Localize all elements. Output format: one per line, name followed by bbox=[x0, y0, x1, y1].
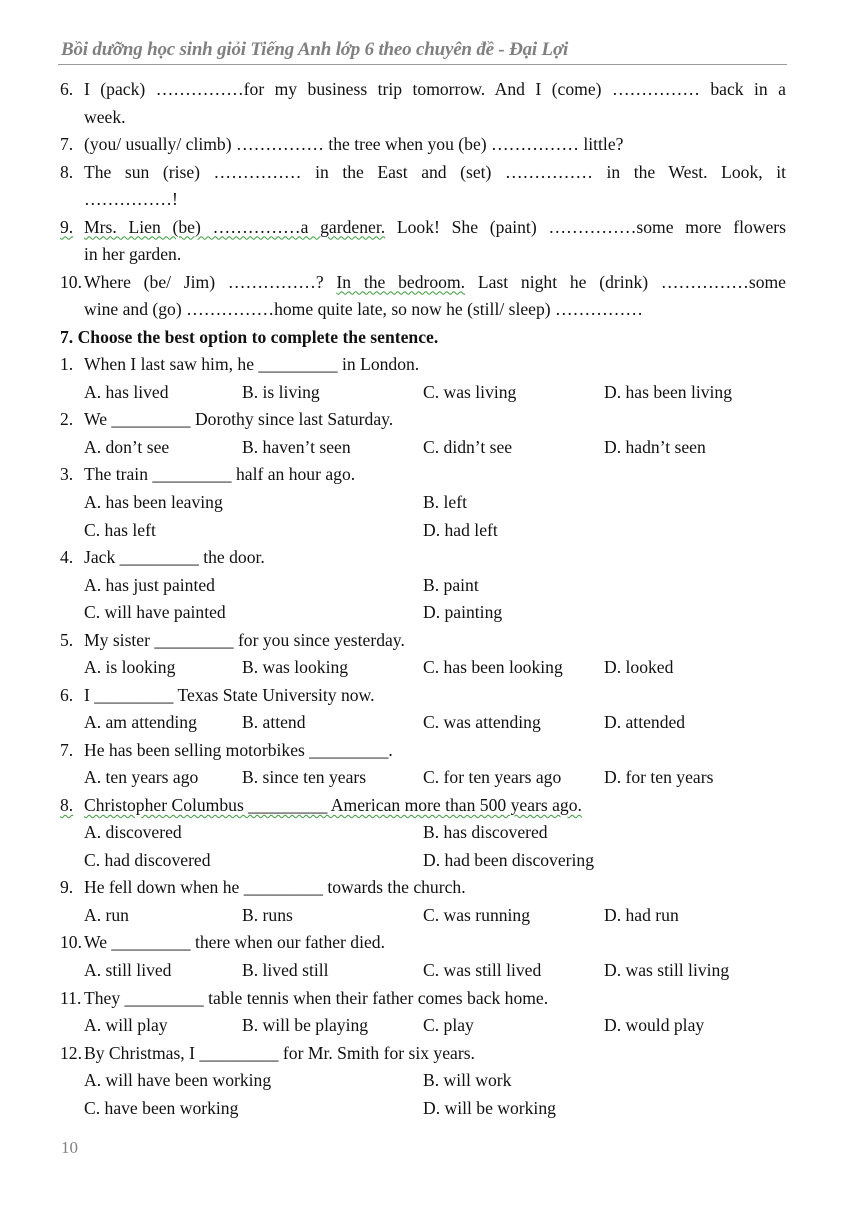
answer-option: B. paint bbox=[423, 574, 479, 595]
answer-option: B. will be playing bbox=[242, 1015, 369, 1036]
question-stem bbox=[60, 1040, 786, 1068]
options-row bbox=[60, 957, 786, 985]
question-number: 11. bbox=[60, 987, 82, 1008]
options-row bbox=[60, 489, 786, 517]
exercise-line bbox=[60, 104, 786, 132]
question-text: He has been selling motorbikes _________. bbox=[84, 739, 393, 760]
answer-option: A. will play bbox=[84, 1015, 168, 1036]
text-segment: Where (be/ Jim) ……………? bbox=[84, 271, 337, 292]
answer-option: B. runs bbox=[242, 904, 293, 925]
options-row bbox=[60, 1012, 786, 1040]
text-segment: wine and (go) ……………home quite late, so now he (still/ sleep) …………… bbox=[84, 299, 643, 320]
options-row bbox=[60, 709, 786, 737]
exercise-line bbox=[60, 269, 786, 297]
item-text bbox=[84, 76, 786, 104]
answer-option: C. had discovered bbox=[84, 849, 211, 870]
running-header: Bồi dưỡng học sinh giỏi Tiếng Anh lớp 6 theo chuyên đề - Đại Lợi bbox=[61, 39, 569, 60]
answer-option: D. will be working bbox=[423, 1097, 556, 1118]
options-row bbox=[60, 1067, 786, 1095]
text-segment: Look! She (paint) ……………some more flowers bbox=[385, 216, 786, 237]
exercise-line bbox=[60, 296, 786, 324]
answer-option: B. attend bbox=[242, 712, 306, 733]
question-stem bbox=[60, 929, 786, 957]
item-text bbox=[84, 296, 786, 324]
question-text: I _________ Texas State University now. bbox=[84, 684, 375, 705]
options-row bbox=[60, 654, 786, 682]
question-stem bbox=[60, 544, 786, 572]
answer-option: D. looked bbox=[604, 657, 674, 678]
question-text: Jack _________ the door. bbox=[84, 547, 265, 568]
answer-option: B. will work bbox=[423, 1070, 512, 1091]
text-segment: ……………! bbox=[84, 189, 178, 210]
question-number: 1. bbox=[60, 354, 74, 375]
answer-option: C. didn’t see bbox=[423, 436, 513, 457]
question-number: 5. bbox=[60, 629, 74, 650]
answer-option: D. had left bbox=[423, 519, 498, 540]
answer-option: B. is living bbox=[242, 381, 320, 402]
answer-option: D. had run bbox=[604, 904, 679, 925]
question-stem bbox=[60, 874, 786, 902]
item-text bbox=[84, 269, 786, 297]
answer-option: D. for ten years bbox=[604, 767, 714, 788]
exercise-line bbox=[60, 214, 786, 242]
options-row bbox=[60, 379, 786, 407]
answer-option: C. has left bbox=[84, 519, 156, 540]
section-heading: 7. Choose the best option to complete the sentence. bbox=[60, 326, 439, 347]
options-row bbox=[60, 819, 786, 847]
text-segment: In the bedroom. bbox=[336, 271, 466, 292]
answer-option: C. has been looking bbox=[423, 657, 563, 678]
question-text: Christopher Columbus _________ American more than 500 years ago. bbox=[84, 794, 582, 815]
answer-option: C. was attending bbox=[423, 712, 541, 733]
answer-option: B. since ten years bbox=[242, 767, 367, 788]
answer-option: A. run bbox=[84, 904, 129, 925]
text-segment: week. bbox=[84, 106, 126, 127]
options-row bbox=[60, 764, 786, 792]
item-number: 7. bbox=[60, 134, 74, 155]
question-number: 7. bbox=[60, 739, 74, 760]
answer-option: C. play bbox=[423, 1015, 474, 1036]
item-text bbox=[84, 131, 786, 159]
question-text: My sister _________ for you since yesterday. bbox=[84, 629, 405, 650]
answer-option: D. was still living bbox=[604, 960, 730, 980]
question-stem bbox=[60, 351, 786, 379]
text-segment: (you/ usually/ climb) …………… the tree when you (be) …………… little? bbox=[84, 134, 624, 155]
options-row bbox=[60, 1095, 786, 1123]
options-row bbox=[60, 847, 786, 875]
question-text: We _________ there when our father died. bbox=[84, 932, 386, 953]
answer-option: C. was running bbox=[423, 904, 531, 925]
exercise-line bbox=[60, 186, 786, 214]
question-text: They _________ table tennis when their father comes back home. bbox=[84, 987, 549, 1008]
answer-option: A. will have been working bbox=[84, 1070, 272, 1091]
exercise-line bbox=[60, 159, 786, 187]
item-number: 6. bbox=[60, 79, 74, 99]
question-stem bbox=[60, 406, 786, 434]
question-number: 3. bbox=[60, 464, 74, 485]
item-text bbox=[84, 214, 786, 242]
answer-option: C. will have painted bbox=[84, 602, 226, 623]
exercise-line bbox=[60, 241, 786, 269]
question-text: The train _________ half an hour ago. bbox=[84, 464, 356, 485]
options-row bbox=[60, 599, 786, 627]
answer-option: D. painting bbox=[423, 602, 503, 623]
exercise-line bbox=[60, 76, 786, 104]
item-number: 9. bbox=[60, 216, 74, 237]
answer-option: D. would play bbox=[604, 1015, 705, 1036]
answer-option: C. was living bbox=[423, 381, 517, 402]
question-stem bbox=[60, 627, 786, 655]
question-stem bbox=[60, 985, 786, 1013]
question-stem bbox=[60, 792, 786, 820]
question-text: He fell down when he _________ towards the church. bbox=[84, 877, 466, 898]
text-segment: I (pack) ……………for my business trip tomorrow. And I (come) …………… back in a bbox=[84, 79, 786, 99]
options-row bbox=[60, 434, 786, 462]
answer-option: A. is looking bbox=[84, 657, 176, 678]
answer-option: D. attended bbox=[604, 712, 686, 733]
answer-option: B. was looking bbox=[242, 657, 349, 678]
question-stem bbox=[60, 682, 786, 710]
item-text bbox=[84, 186, 786, 214]
question-number: 6. bbox=[60, 684, 74, 705]
answer-option: A. ten years ago bbox=[84, 767, 199, 788]
exercise-line bbox=[60, 131, 786, 159]
answer-option: B. haven’t seen bbox=[242, 436, 351, 457]
text-segment: Mrs. Lien (be) ……………a gardener. bbox=[84, 216, 386, 237]
item-text bbox=[84, 241, 786, 269]
answer-option: A. has lived bbox=[84, 381, 169, 402]
question-stem bbox=[60, 737, 786, 765]
text-segment: in her garden. bbox=[84, 244, 182, 265]
question-number: 10. bbox=[60, 932, 82, 953]
answer-option: D. has been living bbox=[604, 381, 733, 402]
answer-option: B. has discovered bbox=[423, 822, 548, 843]
options-row bbox=[60, 572, 786, 600]
question-text: We _________ Dorothy since last Saturday. bbox=[84, 409, 394, 430]
answer-option: D. hadn’t seen bbox=[604, 436, 706, 457]
item-text bbox=[84, 159, 786, 187]
text-segment: Last night he (drink) ……………some bbox=[465, 271, 786, 292]
answer-option: D. had been discovering bbox=[423, 849, 594, 870]
question-number: 9. bbox=[60, 877, 74, 898]
document-body bbox=[60, 76, 786, 1122]
item-number: 10. bbox=[60, 271, 82, 292]
item-text bbox=[84, 104, 786, 132]
answer-option: C. was still lived bbox=[423, 960, 542, 980]
answer-option: A. still lived bbox=[84, 960, 172, 980]
answer-option: B. lived still bbox=[242, 960, 329, 980]
header-rule bbox=[58, 64, 787, 65]
answer-option: A. has just painted bbox=[84, 574, 215, 595]
answer-option: C. have been working bbox=[84, 1097, 239, 1118]
question-text: When I last saw him, he _________ in London. bbox=[84, 354, 420, 375]
answer-option: C. for ten years ago bbox=[423, 767, 562, 788]
options-row bbox=[60, 517, 786, 545]
answer-option: B. left bbox=[423, 491, 467, 512]
answer-option: A. don’t see bbox=[84, 436, 170, 457]
options-row bbox=[60, 902, 786, 930]
answer-option: A. discovered bbox=[84, 822, 182, 843]
answer-option: A. has been leaving bbox=[84, 491, 223, 512]
question-number: 12. bbox=[60, 1042, 82, 1063]
item-number: 8. bbox=[60, 161, 74, 182]
page-number: 10 bbox=[61, 1138, 78, 1157]
question-number: 2. bbox=[60, 409, 74, 430]
question-number: 8. bbox=[60, 794, 74, 815]
text-segment: The sun (rise) …………… in the East and (set) …………… in the West. Look, it bbox=[84, 161, 786, 182]
answer-option: A. am attending bbox=[84, 712, 197, 733]
question-number: 4. bbox=[60, 547, 74, 568]
question-text: By Christmas, I _________ for Mr. Smith for six years. bbox=[84, 1042, 475, 1063]
question-stem bbox=[60, 461, 786, 489]
